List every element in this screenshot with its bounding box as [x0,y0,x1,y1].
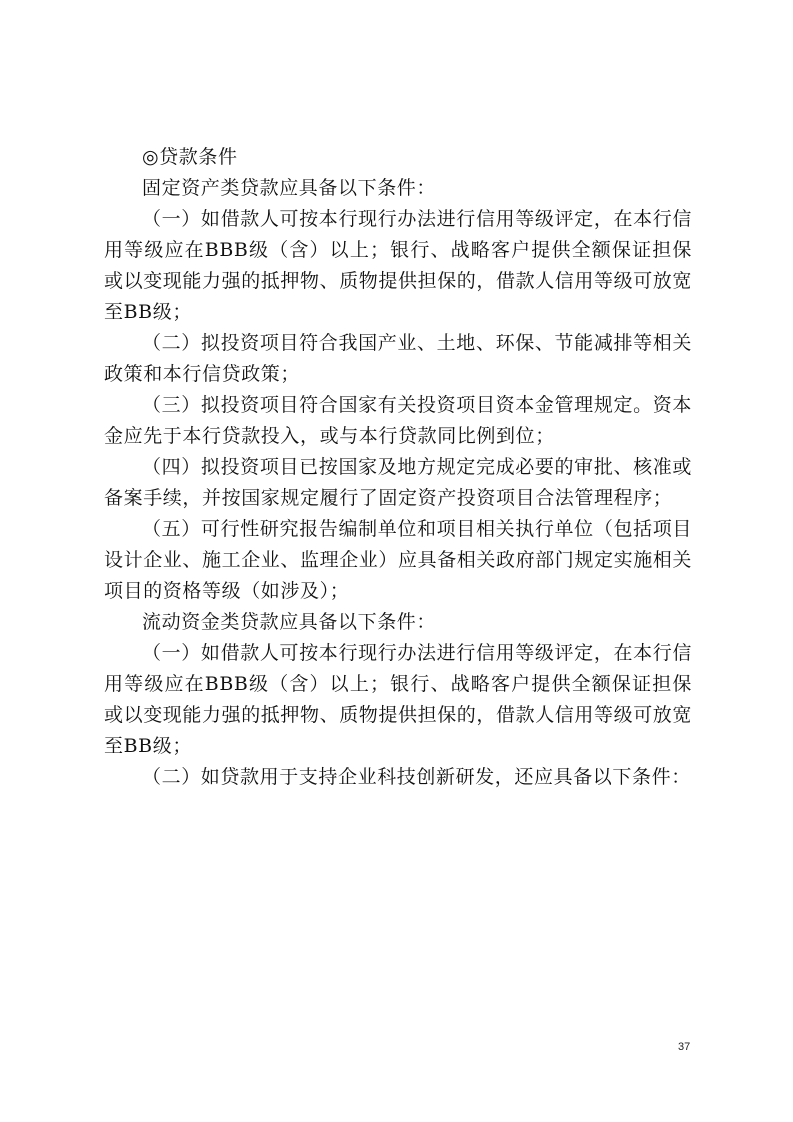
document-body [104,142,692,793]
page-number: 37 [678,1041,691,1053]
section-heading: ◎贷款条件 [142,146,238,168]
paragraph-fixed-asset-item-3: （三）拟投资项目符合国家有关投资项目资本金管理规定。资本金应先于本行贷款投入，或与本行贷款同比例到位； [104,394,692,447]
paragraph-fixed-asset-item-2: （二）拟投资项目符合我国产业、土地、环保、节能减排等相关政策和本行信贷政策； [104,332,692,385]
paragraph-fixed-asset-intro: 固定资产类贷款应具备以下条件： [142,177,437,199]
paragraph-fixed-asset-item-1: （一）如借款人可按本行现行办法进行信用等级评定，在本行信用等级应在BBB级（含）以上；银行、战略客户提供全额保证担保或以变现能力强的抵押物、质物提供担保的，借款人信用等级可放宽至BB级； [104,208,693,323]
paragraph-working-capital-intro: 流动资金类贷款应具备以下条件： [142,611,437,633]
paragraph-fixed-asset-item-5: （五）可行性研究报告编制单位和项目相关执行单位（包括项目设计企业、施工企业、监理企业）应具备相关政府部门规定实施相关项目的资格等级（如涉及）； [104,518,693,602]
paragraph-working-capital-item-2: （二）如贷款用于支持企业科技创新研发，还应具备以下条件： [142,766,691,788]
paragraph-fixed-asset-item-4: （四）拟投资项目已按国家及地方规定完成必要的审批、核准或备案手续，并按国家规定履行了固定资产投资项目合法管理程序； [104,456,692,509]
paragraph-working-capital-item-1: （一）如借款人可按本行现行办法进行信用等级评定，在本行信用等级应在BBB级（含）以上；银行、战略客户提供全额保证担保或以变现能力强的抵押物、质物提供担保的，借款人信用等级可放宽至BB级； [104,642,693,757]
